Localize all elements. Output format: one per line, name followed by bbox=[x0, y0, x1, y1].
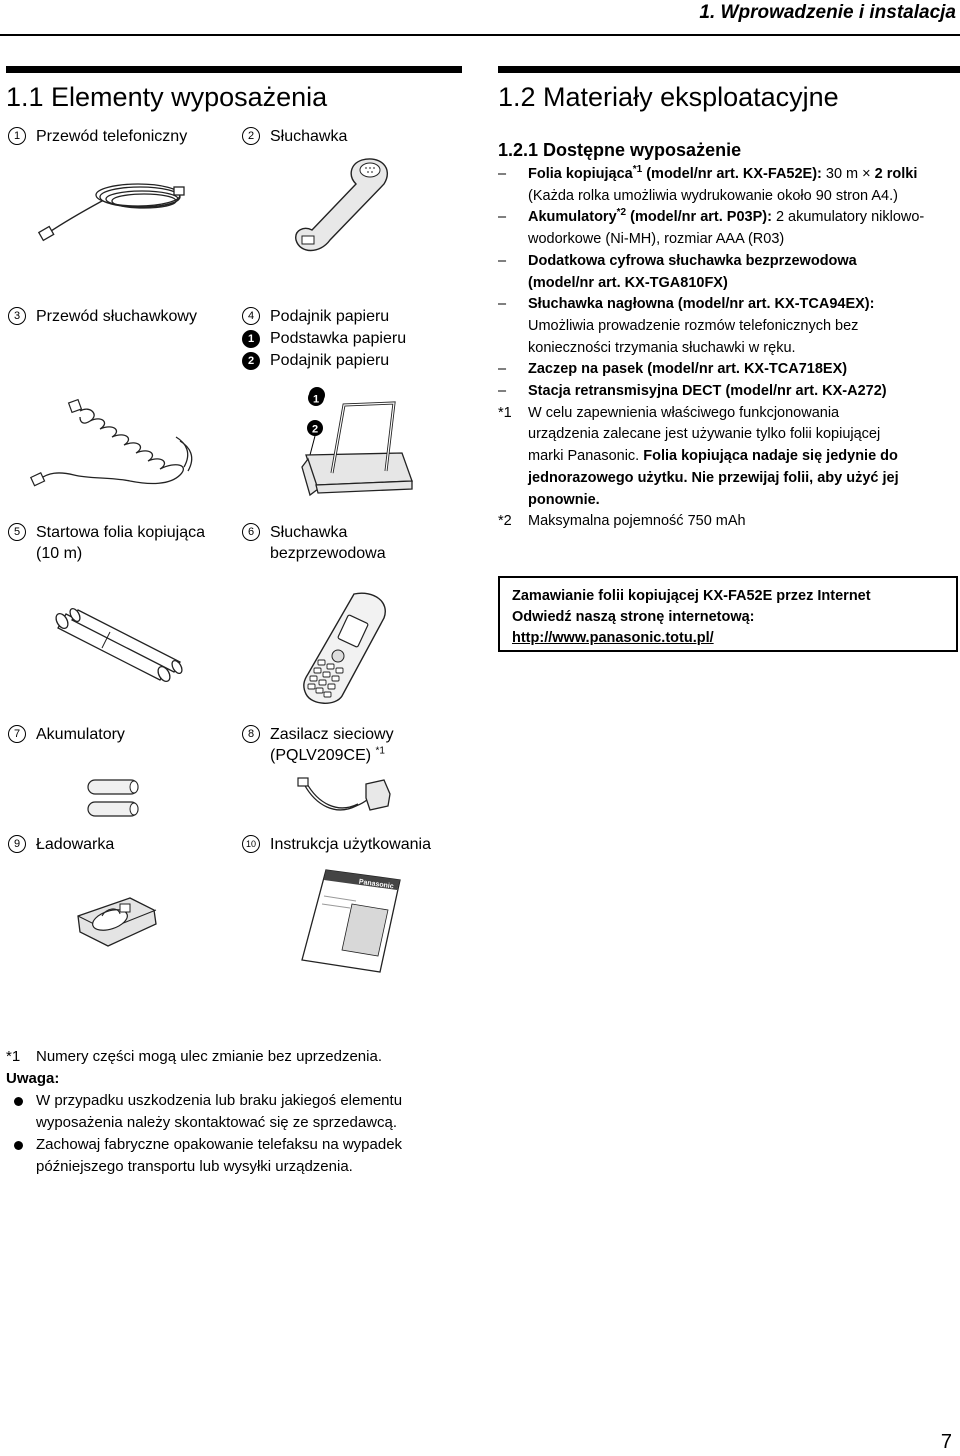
section-heading-1-1: 1.1 Elementy wyposażenia bbox=[6, 82, 328, 112]
ink-film-illustration bbox=[50, 600, 190, 690]
item-number: 8 bbox=[242, 725, 260, 743]
note-bullet-1: W przypadku uszkodzenia lub braku jakiegoś elementu wyposażenia należy skontaktować się ze sprzedawcą. bbox=[6, 1090, 486, 1134]
item-label: Akumulatory bbox=[36, 726, 125, 743]
item-10 bbox=[242, 834, 431, 855]
part-number-note: *1 Numery części mogą ulec zmianie bez uprzedzenia. bbox=[6, 1048, 382, 1065]
accessory-extra-handset: – Dodatkowa cyfrowa słuchawka bezprzewodowa (model/nr art. KX-TGA810FX) bbox=[498, 252, 857, 291]
accessories-list bbox=[498, 164, 958, 533]
callout-2: 2 bbox=[311, 423, 319, 436]
sub-item-number: 1 bbox=[242, 330, 260, 348]
note-heading: Uwaga: bbox=[6, 1070, 60, 1087]
note-bullet-2: Zachowaj fabryczne opakowanie telefaksu na wypadek późniejszego transportu lub wysyłki urządzenia. bbox=[6, 1134, 486, 1178]
item-4 bbox=[242, 306, 406, 371]
accessory-dect-repeater: – Stacja retransmisyjna DECT (model/nr art. KX-A272) bbox=[498, 383, 887, 400]
item-8 bbox=[242, 724, 394, 766]
paper-tray-illustration bbox=[282, 385, 422, 505]
item-number: 1 bbox=[8, 127, 26, 145]
item-label: Przewód słuchawkowy bbox=[36, 308, 197, 325]
item-2 bbox=[242, 126, 347, 147]
accessory-headset: – Słuchawka nagłowna (model/nr art. KX-TCA94EX): Umożliwia prowadzenie rozmów telefonicznych bez konieczności trzymania słuchawki w ręku. bbox=[498, 296, 875, 356]
running-header: 1. Wprowadzenie i instalacja bbox=[699, 2, 956, 23]
footer-notes bbox=[6, 1046, 486, 1178]
handset-illustration bbox=[290, 150, 400, 260]
footnote-2: *2 Maksymalna pojemność 750 mAh bbox=[498, 513, 746, 530]
batteries-illustration bbox=[84, 776, 144, 822]
left-heading-bar bbox=[6, 66, 462, 73]
item-label: Startowa folia kopiująca bbox=[36, 524, 205, 541]
sub-item-2 bbox=[242, 350, 406, 371]
charger-illustration bbox=[72, 880, 162, 950]
callout-1-marker bbox=[306, 388, 326, 408]
section-heading-1-2: 1.2 Materiały eksploatacyjne bbox=[498, 82, 839, 112]
page-number: 7 bbox=[940, 1431, 952, 1453]
item-label-line2: (10 m) bbox=[36, 545, 83, 562]
item-3 bbox=[8, 306, 197, 327]
accessory-belt-clip: – Zaczep na pasek (model/nr art. KX-TCA718EX) bbox=[498, 361, 848, 378]
accessory-ink-film: – Folia kopiująca$^{*1}$ (model/nr art. KX-FA52E): 30 m × 2 rolki (Każda rolka umożliwia wydrukowanie około 90 stron A4.) bbox=[498, 164, 918, 204]
item-6 bbox=[242, 522, 386, 564]
subsection-heading-1-2-1: 1.2.1 Dostępne wyposażenie bbox=[498, 140, 742, 160]
item-label: Instrukcja użytkowania bbox=[270, 836, 431, 853]
header-rule bbox=[0, 34, 960, 36]
item-label-line2: (PQLV209CE) bbox=[270, 747, 372, 764]
manual-brand-logo: Panasonic bbox=[358, 878, 395, 891]
operating-instructions-illustration bbox=[296, 866, 406, 976]
sub-item-1 bbox=[242, 328, 406, 349]
item-label: Ładowarka bbox=[36, 836, 115, 853]
item-number: 9 bbox=[8, 835, 26, 853]
item-number: 3 bbox=[8, 307, 26, 325]
item-1 bbox=[8, 126, 187, 147]
item-footnote-ref: *1 bbox=[375, 745, 385, 757]
ac-adaptor-illustration bbox=[296, 776, 396, 826]
order-box-title: Zamawianie folii kopiującej KX-FA52E przez Internet bbox=[512, 588, 871, 604]
item-number: 10 bbox=[242, 835, 260, 853]
callout-1: 1 bbox=[312, 393, 320, 406]
order-info-box bbox=[498, 576, 958, 652]
item-label: Słuchawka bbox=[270, 128, 348, 145]
item-number: 6 bbox=[242, 523, 260, 541]
item-number: 7 bbox=[8, 725, 26, 743]
right-heading-bar bbox=[498, 66, 960, 73]
accessory-batteries: – Akumulatory$^{*2}$ (model/nr art. P03P): 2 akumulatory niklowo- wodorkowe (Ni-MH), rozmiar AAA (R03) bbox=[498, 207, 925, 248]
item-label: Słuchawka bbox=[270, 524, 348, 541]
website-link[interactable]: http://www.panasonic.totu.pl/ bbox=[512, 630, 714, 646]
item-number: 2 bbox=[242, 127, 260, 145]
item-label: Zasilacz sieciowy bbox=[270, 726, 394, 743]
sub-item-label: Podajnik papieru bbox=[270, 352, 390, 369]
cordless-handset-illustration bbox=[298, 588, 398, 708]
coiled-cord-illustration bbox=[30, 395, 210, 495]
sub-item-number: 2 bbox=[242, 352, 260, 370]
footnote-1: *1 W celu zapewnienia właściwego funkcjonowania urządzenia zalecane jest używanie tylko folii kopiującej marki Panasonic. Folia kopiująca nadaje się jedynie do jednorazowego użytku. Nie przewijaj folii, aby użyć jej ponownie. bbox=[498, 404, 899, 508]
telephone-cord-illustration bbox=[30, 175, 190, 245]
item-number: 5 bbox=[8, 523, 26, 541]
item-9 bbox=[8, 834, 114, 855]
item-label: Podajnik papieru bbox=[270, 308, 390, 325]
item-label: Przewód telefoniczny bbox=[36, 128, 188, 145]
item-5 bbox=[8, 522, 205, 564]
item-label-line2: bezprzewodowa bbox=[270, 545, 386, 562]
item-number: 4 bbox=[242, 307, 260, 325]
item-7 bbox=[8, 724, 125, 745]
sub-item-label: Podstawka papieru bbox=[270, 330, 407, 347]
order-box-visit: Odwiedź naszą stronę internetową: bbox=[512, 609, 755, 625]
